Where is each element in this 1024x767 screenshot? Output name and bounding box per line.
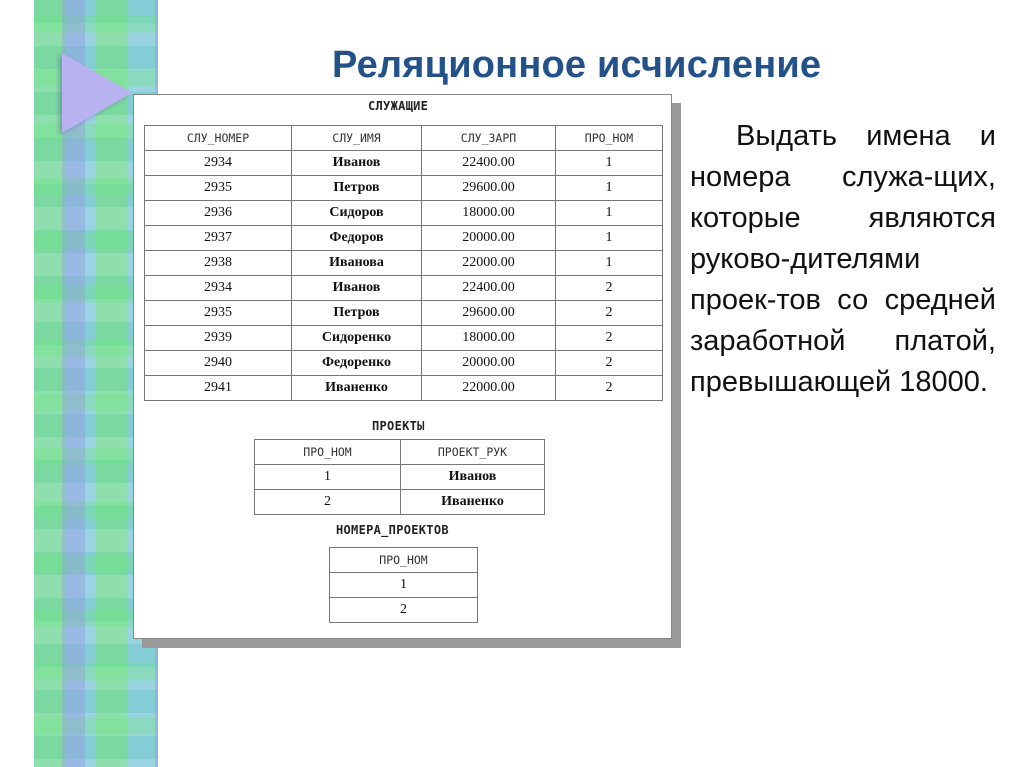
table-header-row xyxy=(255,440,545,465)
table-cell: 2935 xyxy=(145,176,292,201)
table-cell: 18000.00 xyxy=(422,201,556,226)
slide-title: Реляционное исчисление xyxy=(332,44,822,86)
table-row xyxy=(255,465,545,490)
table-row xyxy=(330,598,478,623)
table-row xyxy=(145,301,663,326)
tables-figure xyxy=(133,94,672,639)
table-cell: Сидоров xyxy=(292,201,422,226)
table-row xyxy=(145,151,663,176)
table-cell: 1 xyxy=(556,226,663,251)
table-cell: 20000.00 xyxy=(422,226,556,251)
table-cell: 2937 xyxy=(145,226,292,251)
table-cell: 1 xyxy=(556,176,663,201)
table-cell: 1 xyxy=(556,151,663,176)
column-header: СЛУ_ИМЯ xyxy=(292,126,422,151)
table-row xyxy=(145,326,663,351)
table-cell: 1 xyxy=(556,251,663,276)
table-cell: 1 xyxy=(330,573,478,598)
employees-caption: СЛУЖАЩИЕ xyxy=(368,99,429,113)
column-header: СЛУ_ЗАРП xyxy=(422,126,556,151)
table-cell: Иванова xyxy=(292,251,422,276)
project-numbers-table xyxy=(329,547,478,623)
play-triangle-icon xyxy=(62,53,132,133)
table-cell: 2 xyxy=(556,276,663,301)
table-cell: Федоров xyxy=(292,226,422,251)
table-cell: Иваненко xyxy=(292,376,422,401)
table-cell: Сидоренко xyxy=(292,326,422,351)
table-cell: 2 xyxy=(556,301,663,326)
table-cell: Иваненко xyxy=(401,490,545,515)
table-cell: 1 xyxy=(556,201,663,226)
table-row xyxy=(255,490,545,515)
table-cell: 2941 xyxy=(145,376,292,401)
table-cell: 22400.00 xyxy=(422,151,556,176)
table-cell: 2938 xyxy=(145,251,292,276)
table-cell: 1 xyxy=(255,465,401,490)
table-cell: 2934 xyxy=(145,151,292,176)
table-cell: 2935 xyxy=(145,301,292,326)
table-cell: 2 xyxy=(556,351,663,376)
table-cell: 22000.00 xyxy=(422,376,556,401)
table-cell: 2940 xyxy=(145,351,292,376)
table-row xyxy=(145,251,663,276)
table-cell: 2939 xyxy=(145,326,292,351)
column-header: ПРОЕКТ_РУК xyxy=(401,440,545,465)
task-description: Выдать имена и номера служа-щих, которые являются руково-дителями проек-тов со средней заработной платой, превышающей 18000. xyxy=(690,120,996,398)
table-row xyxy=(145,201,663,226)
table-cell: 29600.00 xyxy=(422,301,556,326)
table-row xyxy=(145,376,663,401)
column-header: ПРО_НОМ xyxy=(255,440,401,465)
employees-table xyxy=(144,125,663,401)
table-cell: 2934 xyxy=(145,276,292,301)
table-cell: 2 xyxy=(556,376,663,401)
projects-table xyxy=(254,439,545,515)
table-cell: 2 xyxy=(330,598,478,623)
table-cell: 22000.00 xyxy=(422,251,556,276)
project-numbers-caption: НОМЕРА_ПРОЕКТОВ xyxy=(336,523,449,537)
table-cell: 2 xyxy=(556,326,663,351)
table-cell: 18000.00 xyxy=(422,326,556,351)
table-row xyxy=(145,351,663,376)
table-row xyxy=(330,573,478,598)
table-cell: Петров xyxy=(292,176,422,201)
column-header: СЛУ_НОМЕР xyxy=(145,126,292,151)
table-cell: Петров xyxy=(292,301,422,326)
table-cell: 2 xyxy=(255,490,401,515)
table-cell: 2936 xyxy=(145,201,292,226)
table-cell: Федоренко xyxy=(292,351,422,376)
table-header-row xyxy=(330,548,478,573)
table-header-row xyxy=(145,126,663,151)
table-cell: 20000.00 xyxy=(422,351,556,376)
table-row xyxy=(145,276,663,301)
projects-caption: ПРОЕКТЫ xyxy=(372,419,425,433)
table-cell: Иванов xyxy=(292,276,422,301)
table-cell: 22400.00 xyxy=(422,276,556,301)
column-header: ПРО_НОМ xyxy=(556,126,663,151)
table-cell: 29600.00 xyxy=(422,176,556,201)
table-row xyxy=(145,226,663,251)
table-cell: Иванов xyxy=(401,465,545,490)
table-row xyxy=(145,176,663,201)
table-cell: Иванов xyxy=(292,151,422,176)
column-header: ПРО_НОМ xyxy=(330,548,478,573)
